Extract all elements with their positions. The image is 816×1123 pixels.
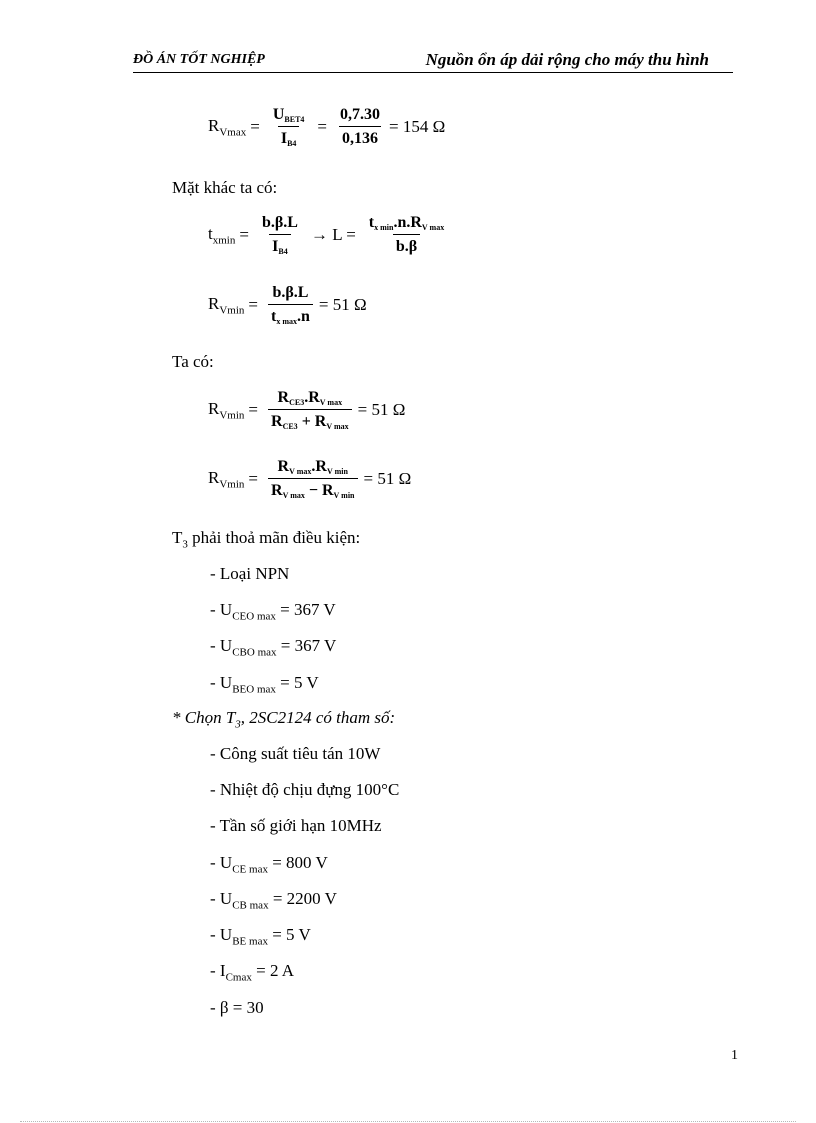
eq1-lhs: $R_{Vmax}$ [208,115,247,139]
requirement-item: - $U_{BEO max} = 5$ V [210,673,319,696]
eq1-result: = 154 Ω [389,117,446,136]
spec-item: - $U_{CE max} = 800$ V [210,853,328,876]
paragraph-ta-co: Ta có: [172,352,214,371]
requirement-item: - Loại NPN [210,564,290,583]
spec-item: - $I_{Cmax} = 2$ A [210,961,295,984]
paragraph-t3-conditions: $T_3$ phải thoả mãn điều kiện: [172,528,361,551]
eq3-lhs: $R_{Vmin}$ [208,293,245,317]
eq3-fraction: $\frac{b.\beta.L}{t_{x max}.n}$ [268,284,313,326]
page-bottom-divider [20,1121,796,1122]
spec-item: - $U_{CB max} = 2200$ V [210,889,337,912]
eq3-result: = 51 Ω [318,295,367,314]
spec-item: - Nhiệt độ chịu đựng 100°C [210,780,400,799]
eq3-equals: = [248,295,258,314]
eq2-lhs: $t_{xmin}$ [208,223,236,247]
equation-rvmax [208,106,445,148]
eq5-fraction: $\frac{R_{V max}.R_{V min}}{R_{V max} - R_{V min}}$ [268,458,358,500]
equation-rvmin-3 [208,458,411,500]
page-number: 1 [731,1048,738,1063]
eq1-fraction-numeric: $\frac{0,7.30}{0,136}$ [340,106,380,147]
eq1-fraction-symbolic: $\frac{U_{BET4}}{I_{B4}}$ [272,106,305,148]
eq5-lhs: $R_{Vmin}$ [208,467,245,491]
eq1-equals-2: = [317,117,327,136]
equation-rvmin-1 [208,284,367,326]
page-header [133,50,733,73]
requirement-item: - $U_{CBO max} = 367$ V [210,636,337,659]
header-right-title: Nguồn ổn áp dải rộng cho máy thu hình [425,50,709,69]
spec-item: - Tần số giới hạn 10MHz [210,816,382,835]
paragraph-mat-khac: Mặt khác ta có: [172,178,278,197]
eq1-equals: = [250,117,260,136]
eq4-result: = 51 Ω [357,400,406,419]
spec-item: - $U_{BE max} = 5$ V [210,925,311,948]
requirement-item: - $U_{CEO max} = 367$ V [210,600,336,623]
eq2-arrow: → L = [310,225,356,244]
eq4-lhs: $R_{Vmin}$ [208,398,245,422]
eq2-fraction-2: $\frac{t_{x min}.n.R_{V max}}{b.\beta}$ [368,214,445,255]
eq2-fraction-1: $\frac{b.\beta.L}{I_{B4}}$ [261,214,298,256]
eq2-equals: = [239,225,249,244]
eq5-equals: = [248,469,258,488]
spec-item: - β = 30 [210,998,264,1017]
eq5-result: = 51 Ω [363,469,412,488]
equation-txmin [208,214,453,256]
header-left-title: ĐỒ ÁN TỐT NGHIỆP [133,52,265,67]
eq4-equals: = [248,400,258,419]
eq4-fraction: $\frac{R_{CE3}.R_{V max}}{R_{CE3} + R_{V max}}$ [268,389,352,431]
selection-note: * Chọn $T_3$, 2SC2124 có tham số: [172,708,396,731]
equation-rvmin-2 [208,389,405,431]
spec-item: - Công suất tiêu tán 10W [210,744,381,763]
